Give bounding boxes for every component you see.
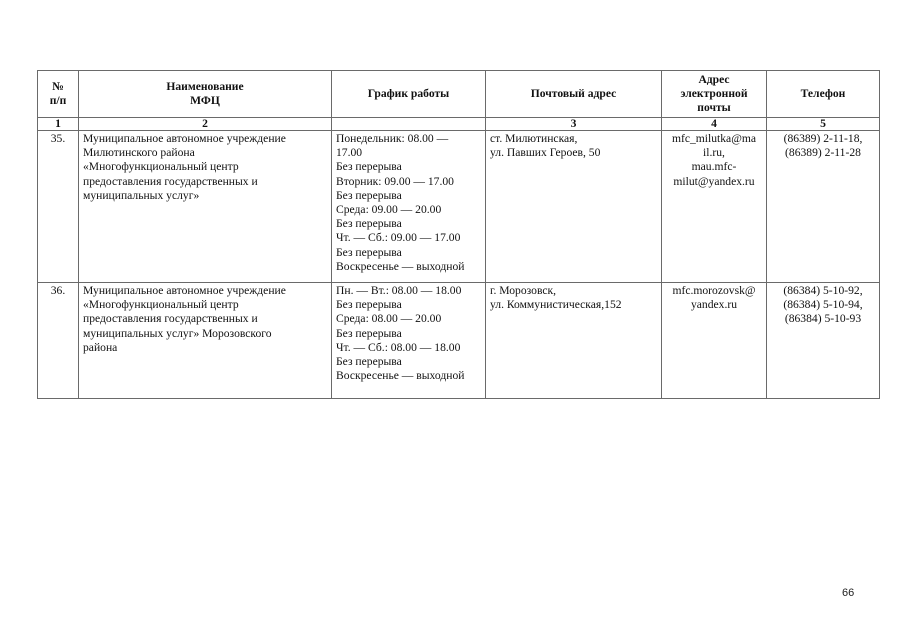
work-schedule: Понедельник: 08.00 — 17.00 Без перерыва Вторник: 09.00 — 17.00 Без перерыва Среда: 09.00 — 20.00 Без перерыва Чт. — Сб.: 09.00 — 17.00 Без перерыва Воскресенье — выходной — [332, 131, 486, 283]
row-number: 35. — [38, 131, 79, 283]
table-row — [38, 131, 880, 283]
header-number: № п/п — [38, 71, 79, 118]
column-number: 5 — [767, 118, 880, 131]
email-address: mfc_milutka@ma il.ru, mau.mfc- milut@yandex.ru — [662, 131, 767, 283]
mfc-name: Муниципальное автономное учреждение Милютинского района «Многофункциональный центр предоставления государственных и муниципальных услуг» — [79, 131, 332, 283]
mfc-table — [37, 70, 880, 399]
phone-numbers: (86389) 2-11-18, (86389) 2-11-28 — [767, 131, 880, 283]
column-number: 3 — [486, 118, 662, 131]
work-schedule: Пн. — Вт.: 08.00 — 18.00 Без перерыва Среда: 08.00 — 20.00 Без перерыва Чт. — Сб.: 08.00 — 18.00 Без перерыва Воскресенье — выходной — [332, 283, 486, 399]
postal-address: ст. Милютинская, ул. Павших Героев, 50 — [486, 131, 662, 283]
column-number: 4 — [662, 118, 767, 131]
header-schedule: График работы — [332, 71, 486, 118]
header-email: Адрес электронной почты — [662, 71, 767, 118]
column-number: 2 — [79, 118, 332, 131]
page-number: 66 — [842, 587, 855, 599]
header-phone: Телефон — [767, 71, 880, 118]
header-name: Наименование МФЦ — [79, 71, 332, 118]
table-header — [38, 71, 880, 118]
phone-numbers: (86384) 5-10-92, (86384) 5-10-94, (86384) 5-10-93 — [767, 283, 880, 399]
table-row — [38, 283, 880, 399]
row-number: 36. — [38, 283, 79, 399]
column-number-row — [38, 118, 880, 131]
header-address: Почтовый адрес — [486, 71, 662, 118]
mfc-name: Муниципальное автономное учреждение «Многофункциональный центр предоставления государственных и муниципальных услуг» Морозовского района — [79, 283, 332, 399]
email-address: mfc.morozovsk@ yandex.ru — [662, 283, 767, 399]
column-number — [332, 118, 486, 131]
column-number: 1 — [38, 118, 79, 131]
postal-address: г. Морозовск, ул. Коммунистическая,152 — [486, 283, 662, 399]
